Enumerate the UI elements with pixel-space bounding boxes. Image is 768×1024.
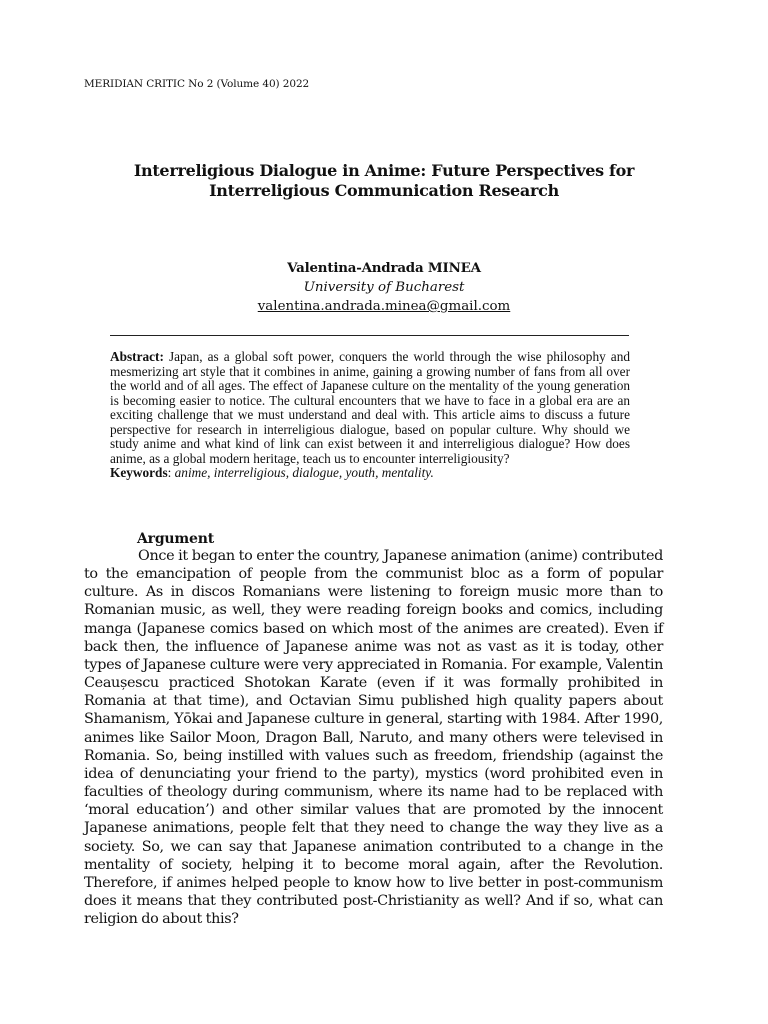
keywords: [110, 466, 630, 481]
running-header: MERIDIAN CRITIC No 2 (Volume 40) 2022: [84, 78, 310, 90]
author-email-link[interactable]: valentina.andrada.minea@gmail.com: [257, 299, 511, 314]
article-title-line-2: Interreligious Communication Research: [209, 181, 559, 200]
body-paragraph-text: Once it began to enter the country, Japanese animation (anime) contributed to the emancipation of people from the communist bloc as a form of popular culture. As in discos Romanians were listening to foreign music more than to Romanian music, as well, they were reading foreign books and comics, including manga (Japanese comics based on which most of the animes are created). Even if back then, the influence of Japanese anime was not as vast as it is today, other types of Japanese culture were very appreciated in Romania. For example, Valentin Ceaușescu practiced Shotokan Karate (even if it was formally prohibited in Romania at that time), and Octavian Simu published high quality papers about Shamanism, Yōkai and Japanese culture in general, starting with 1984. After 1990, animes like Sailor Moon, Dragon Ball, Naruto, and many others were televised in Romania. So, being instilled with values such as freedom, friendship (against the idea of denunciating your friend to the party), mystics (word prohibited even in faculties of theology during communism, where its name had to be replaced with ‘moral education’) and other similar values that are promoted by the innocent Japanese animations, people felt that they need to change the way they live as a society. So, we can say that Japanese animation contributed to a change in the mentality of society, helping it to become moral again, after the Revolution. Therefore, if animes helped people to know how to live better in post-communism does it means that they contributed post-Christianity as well? And if so, what can religion do about this?: [84, 548, 663, 928]
author-name: Valentina-Andrada MINEA: [287, 260, 481, 276]
article-title: [84, 161, 684, 201]
keywords-values: anime, interreligious, dialogue, youth, mentality.: [174, 465, 434, 480]
keywords-separator: :: [167, 465, 175, 480]
body-paragraph: [84, 547, 663, 928]
author-affiliation: University of Bucharest: [303, 280, 465, 295]
abstract-text: Japan, as a global soft power, conquers the world through the wise philosophy and mesmerizing art style that it combines in anime, gaining a growing number of fans from all over the world and of all ages. The effect of Japanese culture on the mentality of the young generation is becoming easier to notice. The cultural encounters that we have to face in a global era are an exciting challenge that we must understand and deal with. This article aims to discuss a future perspective for research in interreligious dialogue, based on popular culture. Why should we study anime and what kind of link can exist between it and interreligious dialogue? How does anime, as a global modern heritage, teach us to encounter interreligiousity?: [110, 349, 630, 466]
author-block: [84, 259, 684, 316]
article-title-line-1: Interreligious Dialogue in Anime: Future Perspectives for: [133, 161, 635, 180]
abstract: [110, 350, 630, 481]
keywords-label: Keywords: [110, 465, 168, 480]
abstract-label: Abstract:: [110, 349, 164, 364]
section-divider: [110, 335, 629, 336]
section-heading-argument: Argument: [137, 531, 214, 547]
